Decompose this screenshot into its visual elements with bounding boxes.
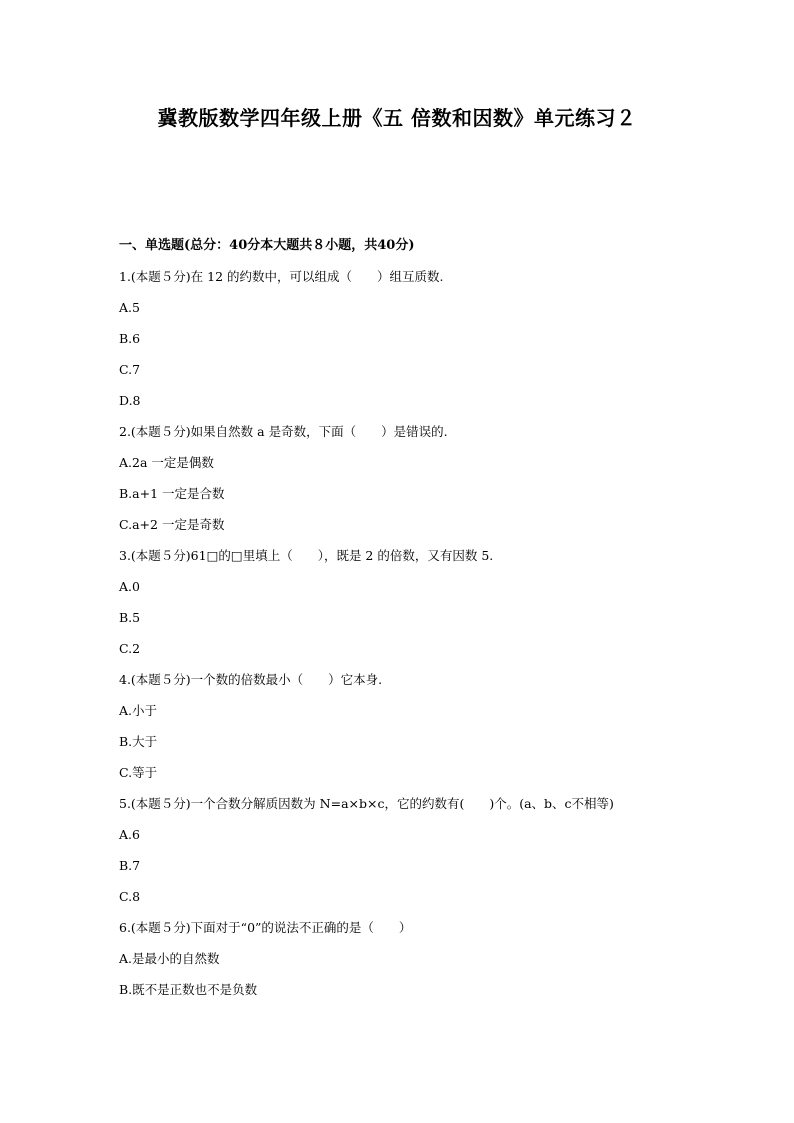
option-a: A.小于 bbox=[119, 703, 158, 718]
option-b: B.a+1 一定是合数 bbox=[119, 486, 225, 501]
question-stem: 5.(本题５分)一个合数分解质因数为 N=a×b×c，它的约数有( )个。(a、b、c不相等) bbox=[119, 796, 614, 811]
question-6 bbox=[119, 918, 719, 1011]
question-4 bbox=[119, 670, 719, 794]
question-3 bbox=[119, 546, 719, 670]
option-b: B.7 bbox=[119, 858, 141, 873]
question-stem: 6.(本题５分)下面对于“0”的说法不正确的是（ ） bbox=[119, 920, 412, 935]
question-stem: 4.(本题５分)一个数的倍数最小（ ）它本身. bbox=[119, 672, 383, 687]
option-a: A.5 bbox=[119, 300, 140, 315]
question-stem: 1.(本题５分)在 12 的约数中，可以组成（ ）组互质数. bbox=[119, 269, 444, 284]
option-d: D.8 bbox=[119, 393, 141, 408]
section-heading: 一、单选题(总分：40分本大题共８小题，共40分) bbox=[119, 238, 415, 253]
question-2 bbox=[119, 422, 719, 546]
option-a: A.2a 一定是偶数 bbox=[119, 455, 214, 470]
option-a: A.0 bbox=[119, 579, 140, 594]
option-c: C.等于 bbox=[119, 765, 158, 780]
question-1 bbox=[119, 267, 719, 422]
option-b: B.既不是正数也不是负数 bbox=[119, 982, 258, 997]
option-b: B.5 bbox=[119, 610, 141, 625]
option-c: C.2 bbox=[119, 641, 141, 656]
document-title: 冀教版数学四年级上册《五 倍数和因数》单元练习２ bbox=[157, 106, 637, 130]
option-c: C.a+2 一定是奇数 bbox=[119, 517, 225, 532]
question-5 bbox=[119, 794, 719, 918]
option-a: A.是最小的自然数 bbox=[119, 951, 220, 966]
option-b: B.大于 bbox=[119, 734, 158, 749]
exercise-section bbox=[119, 236, 719, 1011]
option-c: C.7 bbox=[119, 362, 141, 377]
question-stem: 3.(本题５分)61□的□里填上（ ），既是 2 的倍数，又有因数 5. bbox=[119, 548, 494, 563]
question-stem: 2.(本题５分)如果自然数 a 是奇数，下面（ ）是错误的. bbox=[119, 424, 448, 439]
option-a: A.6 bbox=[119, 827, 140, 842]
option-c: C.8 bbox=[119, 889, 141, 904]
option-b: B.6 bbox=[119, 331, 141, 346]
